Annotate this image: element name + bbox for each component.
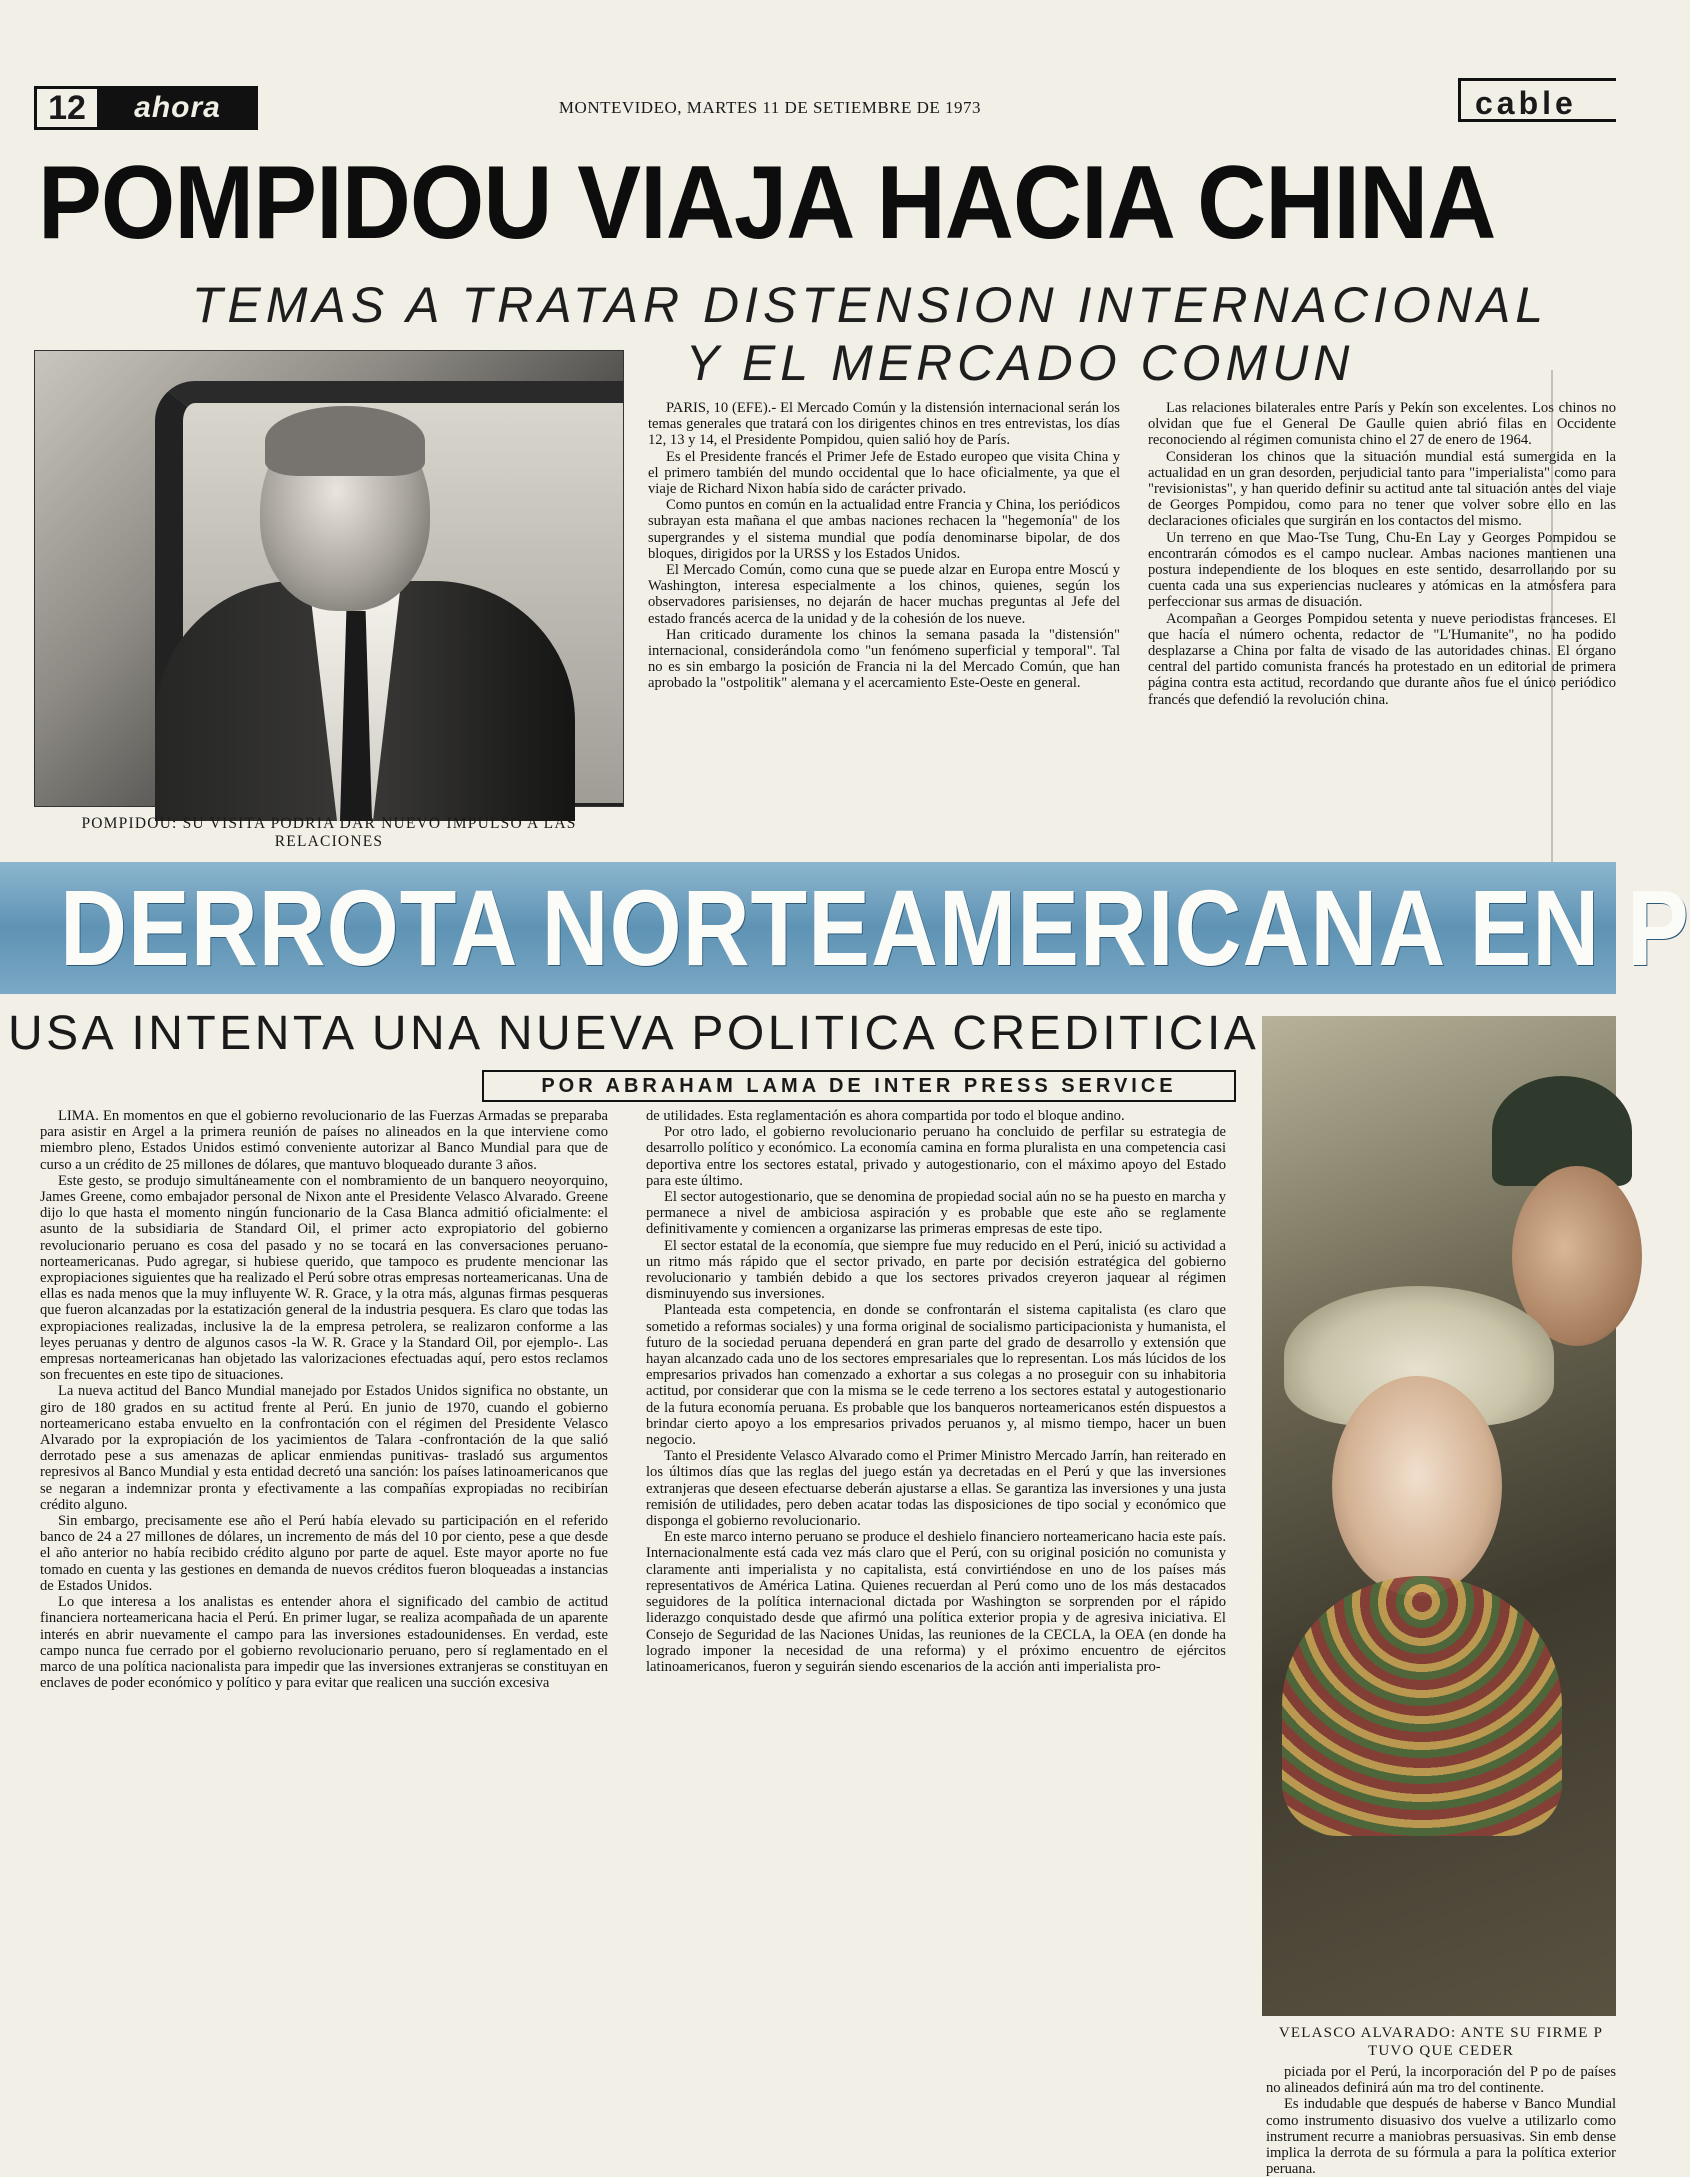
story2-banner-headline: DERROTA NORTEAMERICANA EN P bbox=[60, 867, 1690, 988]
velasco-photo bbox=[1262, 1016, 1616, 2016]
page-fold-line bbox=[1551, 370, 1553, 870]
paragraph: Lo que interesa a los analistas es entender ahora el significado del cambio de actitud financiera norteamericana hacia el Perú. En primer lugar, se realiza acompañada de un aparente interés en abrir nuevamente el campo para las inversiones estadounidenses. En verdad, este campo nunca fue cerrado por el gobierno revolucionario peruano, pero sí reglamentado en el marco de una política nacionalista para impedir que las inversiones extranjeras se constituyan en enclaves de poder económico y político y para evitar que realicen una succión excesiva bbox=[40, 1594, 608, 1692]
paragraph: Por otro lado, el gobierno revolucionario peruano ha concluido de perfilar su estrategia de desarrollo político y económico. La economía camina en forma pluralista en una competencia casi deportiva entre los sectores estatal, privado y autogestionario, con el máximo apoyo del Estado para este último. bbox=[646, 1124, 1226, 1189]
paragraph: En este marco interno peruano se produce el deshielo financiero norteamericano hacia este país. Internacionalmente está cada vez más claro que el Perú, con su original posición no comunista y claramente anti imperialista y no capitalista, está convirtiéndose en uno de los países más representativos de América Latina. Quienes recuerdan al Perú como uno de los más destacados seguidores de la política internacional dictada por Washington se sorprenden por el rápido liderazgo conquistado desde que afirmó una política exterior propia y de agresiva iniciativa. El Consejo de Seguridad de las Naciones Unidas, las reuniones de la CECLA, la OEA (en donde ha logrado imponer la necesidad de una reforma) y el próximo encuentro de ejércitos latinoamericanos, fueron y seguirán siendo escenarios de la acción anti imperialista pro- bbox=[646, 1529, 1226, 1675]
hair-shape bbox=[265, 406, 425, 476]
flower-garland-shape bbox=[1282, 1576, 1562, 1836]
paragraph: El Mercado Común, como cuna que se puede alzar en Europa entre Moscú y Washington, interesa especialmente a los chinos, quienes, según los observadores parisienses, no dejarán de hacer muchas preguntas al Jefe del estado francés acerca de la unidad y de la cohesión de los nueve. bbox=[648, 562, 1120, 627]
section-label: cable bbox=[1458, 78, 1616, 122]
paragraph: de utilidades. Esta reglamentación es ahora compartida por todo el bloque andino. bbox=[646, 1108, 1125, 1124]
story1-photo-caption: POMPIDOU: SU VISITA PODRIA DAR NUEVO IMPULSO A LAS RELACIONES bbox=[81, 815, 577, 850]
paragraph: Consideran los chinos que la situación mundial está sumergida en la actualidad en un gran desorden, perjudicial tanto para "imperialista" como para "revisionistas", y han querido definir su actitud ante tal situación antes del viaje de Georges Pompidou, como para no tener que volver sobre ello en las declaraciones oficiales que surgirán en los contactos del mismo. bbox=[1148, 448, 1616, 530]
dateline: MONTEVIDEO, MARTES 11 DE SETIEMBRE DE 1973 bbox=[558, 98, 982, 117]
story2-byline: POR ABRAHAM LAMA DE INTER PRESS SERVICE bbox=[482, 1070, 1236, 1102]
story1-subheadline-line2: Y EL MERCADO COMUN bbox=[685, 335, 1355, 391]
story2-column-3 bbox=[1266, 2064, 1616, 2177]
paragraph: Las relaciones bilaterales entre París y Pekín son excelentes. Los chinos no olvidan que fue el General De Gaulle quien abrió filas en Occidente reconociendo al régimen comunista chino el 27 de enero de 1964. bbox=[1148, 400, 1616, 449]
paragraph: Es indudable que después de haberse v Banco Mundial como instrumento disuasivo dos vuelve a utilizarlo como instrument recurre a maniobras persuasivas. Sin emb dense implica la derrota de su fórmula a para la política exterior peruana. bbox=[1266, 2096, 1616, 2177]
page-number-box bbox=[34, 86, 258, 130]
pompidou-photo bbox=[34, 350, 624, 807]
story2-column-1 bbox=[40, 1108, 608, 2108]
paragraph: Planteada esta competencia, en donde se confrontarán el sistema capitalista (es claro que sometido a reformas sociales) y una forma original de socialismo participacionista y humanista, el futuro de la sociedad peruana dependerá en gran parte del grado de desarrollo y extensión que hayan alcanzado cada uno de los sectores empresariales que lo representan. Los más lúcidos de los empresarios privados han comenzado a exhortar a sus colegas a no proseguir con su inhabitoria actitud, por considerar que con la misma se le cede terreno a los sectores estatal y autogestionario de la futura economía peruana. Es probable que los banqueros norteamericanos estén dispuestos a brindar cierto apoyo a los empresarios privados peruanos y, al mismo tiempo, hacer un buen negocio. bbox=[646, 1302, 1226, 1449]
story2-banner bbox=[0, 862, 1690, 994]
woman-face-shape bbox=[1332, 1376, 1502, 1596]
paragraph: piciada por el Perú, la incorporación del P po de países no alineados definirá aún ma tro del continente. bbox=[1266, 2064, 1616, 2097]
story2-column-2 bbox=[646, 1108, 1226, 2108]
paragraph: PARIS, 10 (EFE).- El Mercado Común y la distensión internacional serán los temas generales que tratará con los dirigentes chinos en tres entrevistas, los días 12, 13 y 14, el Presidente Pompidou, quien salió hoy de París. bbox=[648, 400, 1120, 449]
paragraph: Es el Presidente francés el Primer Jefe de Estado europeo que visita China y el primero también del mundo occidental que lo hace oficialmente, ya que el viaje de Richard Nixon había sido de carácter privado. bbox=[648, 448, 1120, 498]
paragraph: Tanto el Presidente Velasco Alvarado como el Primer Ministro Mercado Jarrín, han reiterado en los últimos días que las reglas del juego están ya decretadas en el Perú y que las inversiones extranjeras que deseen efectuarse deberán ajustarse a ellas. Se garantiza las inversiones y una justa remisión de utilidades, pero deben acatar todas las disposiciones de tipo social y económico que disponga el gobierno revolucionario. bbox=[646, 1448, 1226, 1530]
paragraph: Han criticado duramente los chinos la semana pasada la "distensión" internacional, considerándola como "un fenómeno superficial y temporal". Tal no es sin embargo la posición de Francia ni la del Mercado Común, que han aprobado la "ostpolitik" alemana y el acercamiento Este-Oeste en general. bbox=[648, 626, 1120, 692]
paper-name: ahora bbox=[100, 89, 255, 127]
page-number: 12 bbox=[37, 89, 100, 127]
story1-column-2 bbox=[1148, 400, 1616, 855]
story2-photo-caption: VELASCO ALVARADO: ANTE SU FIRME P TUVO QUE CEDER bbox=[1278, 2025, 1604, 2059]
story2-subheadline: USA INTENTA UNA NUEVA POLITICA CREDITICIA bbox=[8, 1007, 1260, 1060]
story1-column-1 bbox=[648, 400, 1120, 855]
paragraph: Sin embargo, precisamente ese año el Perú había elevado su participación en el referido banco de 24 a 27 millones de dólares, un incremento de más del 10 por ciento, pese a que desde el año anterior no había recibido crédito alguno por parte de aquel. Este mayor aporte no fue tomado en cuenta y las gestiones en demanda de nuevos créditos fueron bloqueadas a instancias de Estados Unidos. bbox=[40, 1513, 608, 1594]
paragraph: Este gesto, se produjo simultáneamente con el nombramiento de un banquero neoyorquino, James Greene, como embajador personal de Nixon ante el Presidente Velasco Alvarado. Greene dijo lo que hasta el momento ningún funcionario de la Casa Blanca admitió oficialmente: el asunto de la subsidiaria de Standard Oil, el primer acto expropiatorio del gobierno revolucionario peruano es cosa del pasado y no se tocará en las conversaciones peruano-norteamericanas. Pudo agregar, si hubiese querido, que tampoco es prudente mencionar las expropiaciones siguientes que ha realizado el Perú sobre otras empresas norteamericanas. Una de ellas es nada menos que la muy influyente W. R. Grace, y la otra más, algunas firmas pesqueras que fueron alcanzadas por la estatización general de la industria pesquera. Es claro que todas las expropiaciones realizadas, inclusive la de la empresa petrolera, se realizaron conforme a las leyes peruanas y dentro de algunos casos -la W. R. Grace y la Standard Oil, por ejemplo-. Las empresas norteamericanas han objetado las valorizaciones efectuadas aquí, pero estos reclamos son frecuentes en este tipo de situaciones. bbox=[40, 1172, 608, 1384]
story1-subheadline-line1: TEMAS A TRATAR DISTENSION INTERNACIONAL bbox=[191, 277, 1549, 333]
story1-headline: POMPIDOU VIAJA HACIA CHINA bbox=[38, 145, 1496, 261]
paragraph: El sector estatal de la economía, que siempre fue muy reducido en el Perú, inició su actividad a un ritmo más rápido que el sector privado, en parte por decisión estratégica del gobierno revolucionario y también debido a que los sectores privados creyeron jaquear al régimen disminuyendo sus inversiones. bbox=[646, 1237, 1226, 1303]
paragraph: Acompañan a Georges Pompidou setenta y nueve periodistas franceses. El que hacía el número ochenta, redactor de "L'Humanite", no ha podido desplazarse a China por falta de visado de las autoridades chinas. El órgano central del partido comunista francés ha protestado en un editorial de primera página contra esta actitud, recordando que durante años fue el único periódico francés que defendió la revolución china. bbox=[1148, 610, 1616, 708]
paragraph: LIMA. En momentos en que el gobierno revolucionario de las Fuerzas Armadas se preparaba para asistir en Argel a la primera reunión de países no alineados en la que interviene como miembro pleno, Estados Unidos estimó conveniente autorizar al Banco Mundial para que de curso a un crédito de 25 millones de dólares, que mantuvo bloqueado durante 3 años. bbox=[40, 1108, 608, 1173]
paragraph: El sector autogestionario, que se denomina de propiedad social aún no se ha puesto en marcha y permanece a nivel de ambiciosa aspiración y es probable que este año se reglamente definitivamente y comiencen a organizarse las primeras empresas de este tipo. bbox=[646, 1189, 1226, 1238]
paragraph: Un terreno en que Mao-Tse Tung, Chu-En Lay y Georges Pompidou se encontrarán cómodos es el campo nuclear. Ambas naciones mantienen una postura independiente de los bloques en este sentido, desarrollando por su cuenta cada una sus experiencias nucleares y atómicas en la atmósfera para perfeccionar sus armas de disuación. bbox=[1148, 529, 1616, 611]
paragraph: Como puntos en común en la actualidad entre Francia y China, los periódicos subrayan esta mañana el que ambas naciones rechacen la "hegemonía" de los supergrandes y el sistema mundial que podía denominarse bipolar, de dos bloques, dirigidos por la URSS y los Estados Unidos. bbox=[648, 497, 1120, 562]
paragraph: La nueva actitud del Banco Mundial manejado por Estados Unidos significa no obstante, un giro de 180 grados en su actitud frente al Perú. En junio de 1970, cuando el gobierno norteamericano estaba envuelto en la confrontación con el régimen del Presidente Velasco Alvarado por la expropiación de los yacimientos de Talara -confrontación de la que salió derrotado pese a sus amenazas de aplicar enmiendas punitivas- trasladó sus argumentos represivos al Banco Mundial y esta entidad decretó una sanción: los países latinoamericanos que se negaran a indemnizar pronta y efectivamente a las compañías expropiadas no recibirían crédito alguno. bbox=[40, 1383, 608, 1513]
